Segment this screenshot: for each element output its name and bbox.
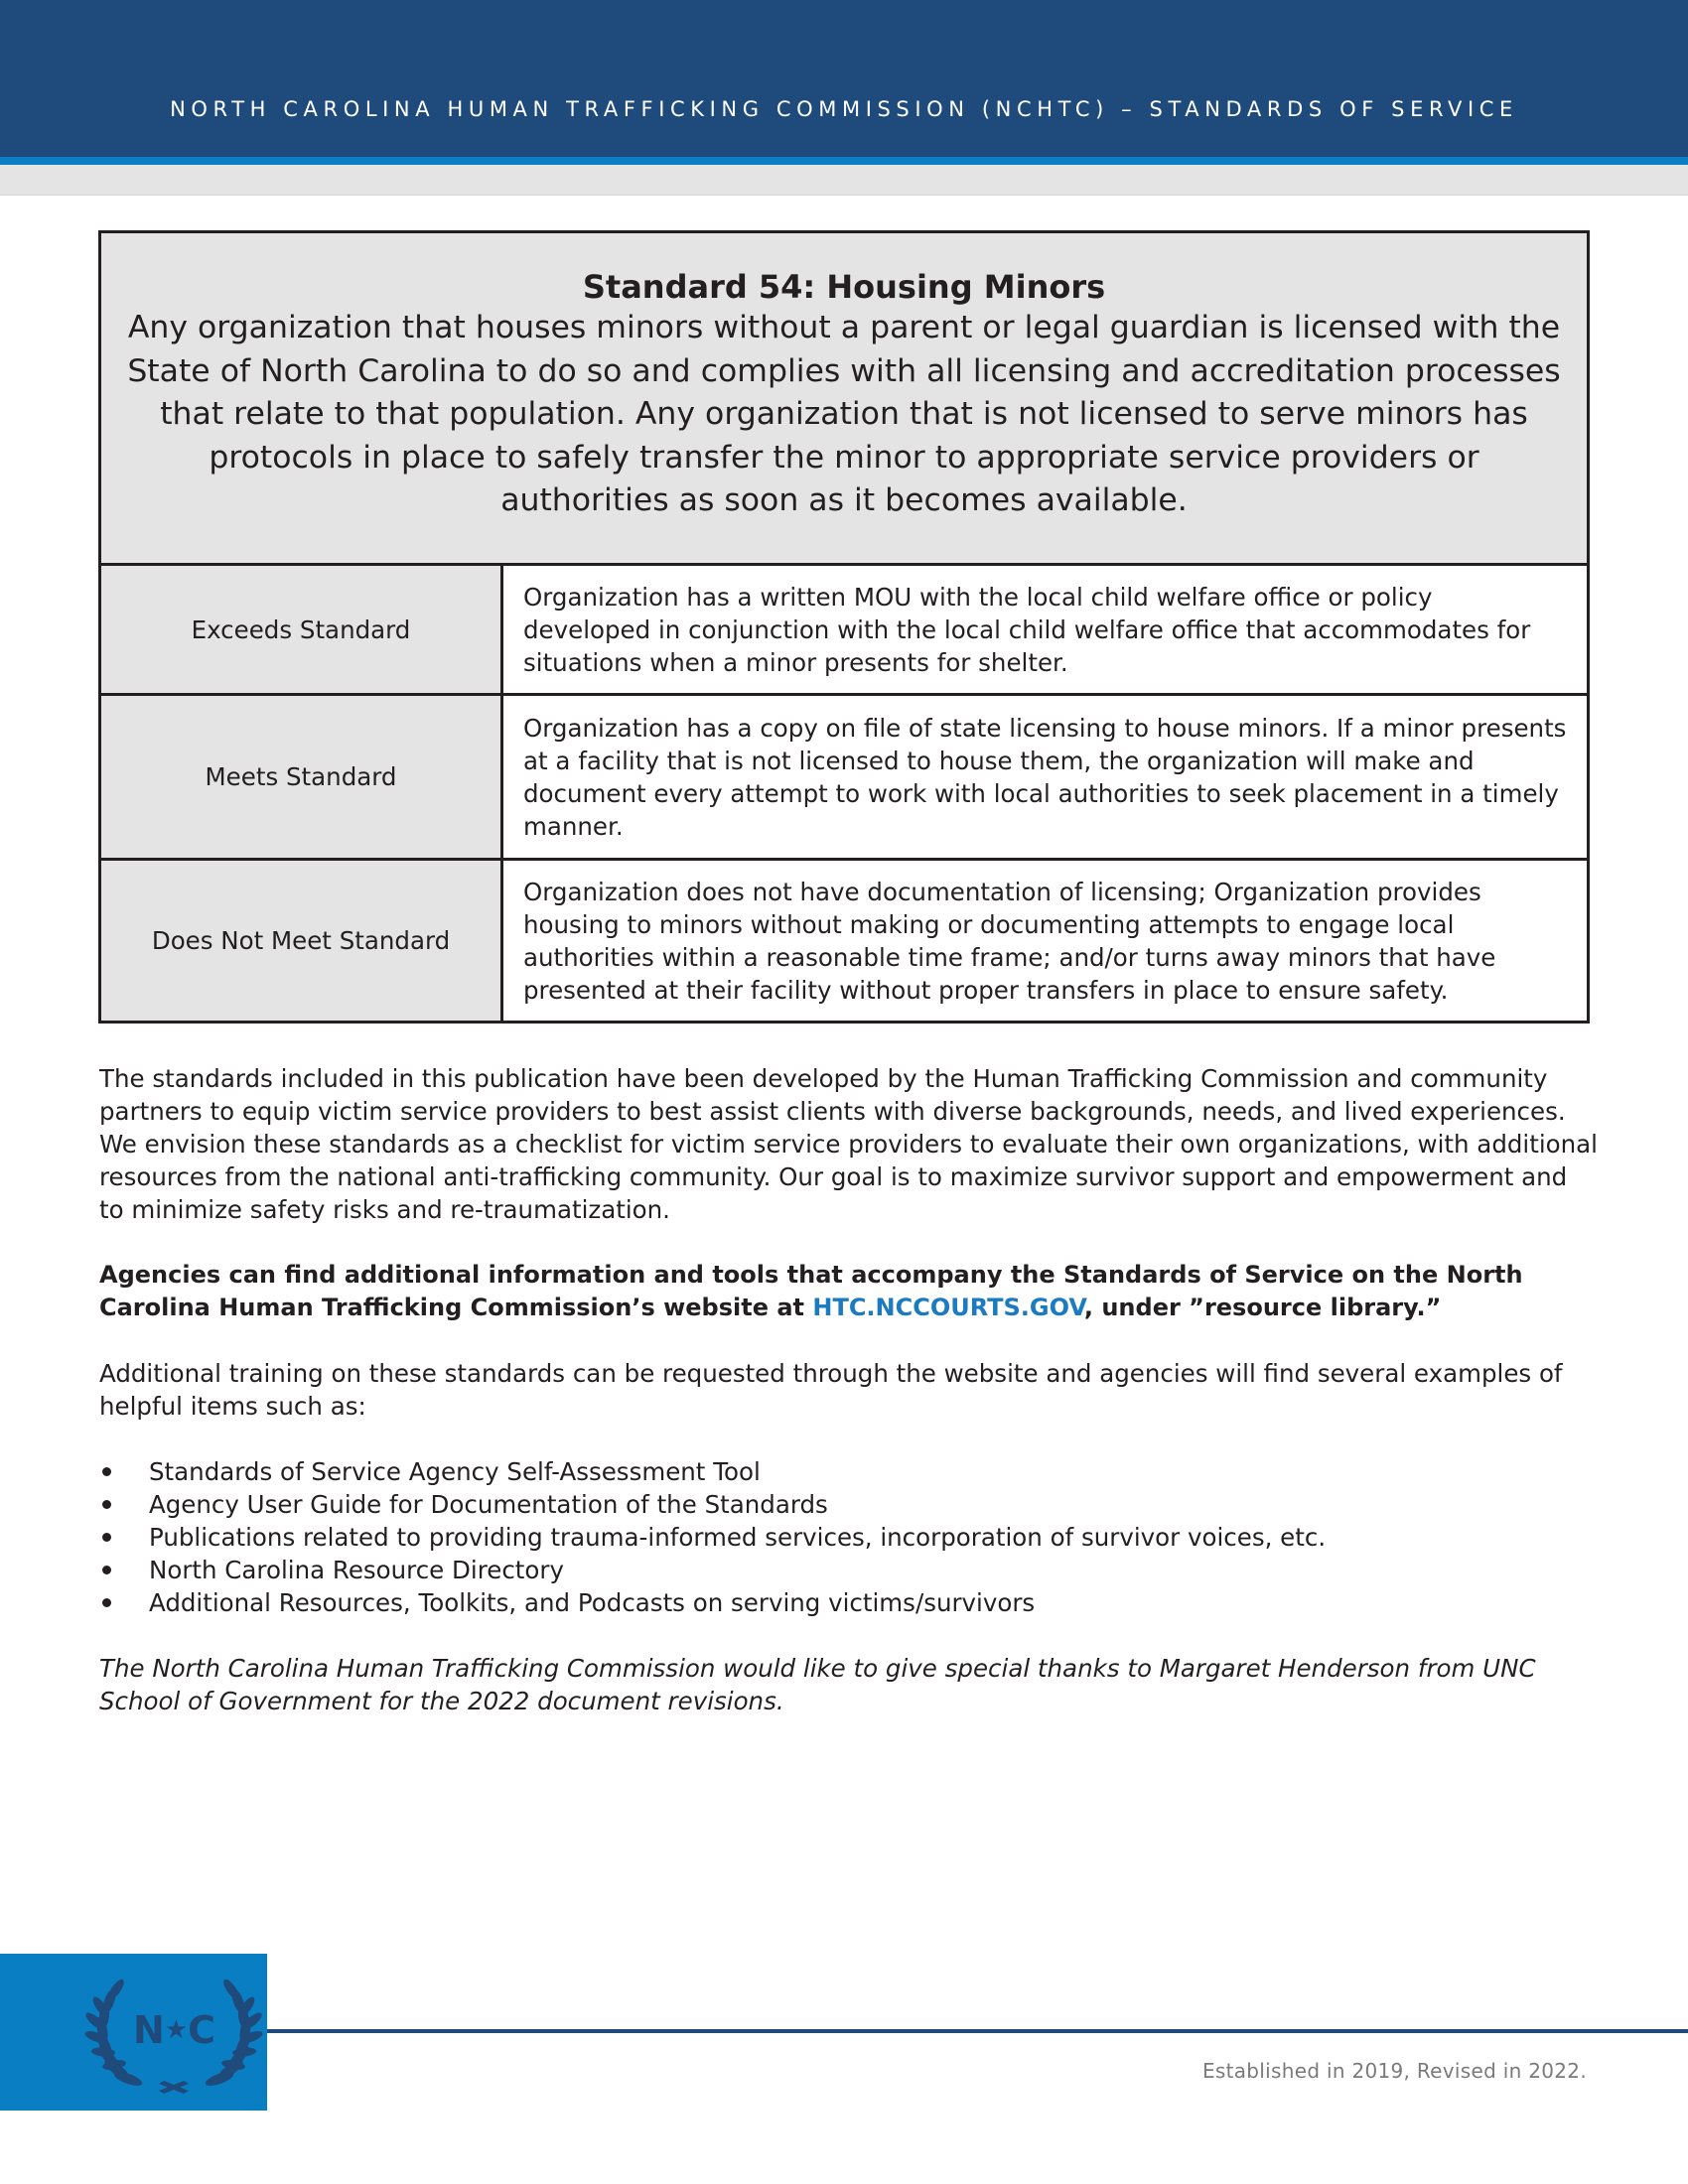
- list-item-text: Standards of Service Agency Self-Assessment Tool: [149, 1457, 761, 1486]
- standard-header: [101, 233, 1587, 563]
- rating-label-meets: Meets Standard: [101, 696, 503, 858]
- logo-monogram: [132, 2009, 215, 2051]
- agencies-text: Agencies can find additional information and tools that accompany the Standards of Service on the North Carolina Human Trafficking Commission’s website at: [99, 1261, 1523, 1321]
- table-row: [101, 693, 1587, 858]
- rating-criteria-does-not-meet: Organization does not have documentation of licensing; Organization provides housing to minors without making or documenting attempts to engage local authorities within a reasonable time frame; and/or turns away minors that have presented at their facility without proper transfers in place to ensure safety.: [503, 861, 1587, 1021]
- agencies-paragraph: [99, 1259, 1599, 1324]
- list-item-text: Publications related to providing trauma-informed services, incorporation of survivor voices, etc.: [149, 1523, 1327, 1552]
- list-item: [99, 1586, 1599, 1619]
- table-row: [101, 858, 1587, 1021]
- logo-letter-c: C: [188, 2008, 214, 2052]
- logo-letter-n: N: [132, 2008, 164, 2052]
- footer-divider: [267, 2029, 1688, 2033]
- rating-criteria-exceeds: Organization has a written MOU with the local child welfare office or policy developed in conjunction with the local child welfare office that accommodates for situations when a minor presents for shelter.: [503, 566, 1587, 693]
- star-icon: ★: [164, 2015, 188, 2045]
- intro-paragraph: The standards included in this publication have been developed by the Human Trafficking Commission and community partners to equip victim service providers to best assist clients with diverse backgrounds, needs, and lived experiences. We envision these standards as a checklist for victim service providers to evaluate their own organizations, with additional resources from the national anti-trafficking community. Our goal is to maximize survivor support and empowerment and to minimize safety risks and re-traumatization.: [99, 1064, 1598, 1224]
- nc-logo: [0, 1954, 267, 2111]
- bullet-icon: [102, 1598, 111, 1607]
- standard-table: [98, 230, 1590, 1024]
- list-item-text: North Carolina Resource Directory: [149, 1556, 564, 1584]
- website-link[interactable]: HTC.NCCOURTS.GOV: [812, 1294, 1084, 1321]
- agencies-text-end: , under ”resource library.”: [1083, 1294, 1442, 1321]
- training-paragraph: Additional training on these standards can be requested through the website and agencies will find several examples of helpful items such as:: [99, 1359, 1563, 1421]
- standard-title: Standard 54: Housing Minors: [582, 268, 1106, 306]
- rating-label-exceeds: Exceeds Standard: [101, 566, 503, 693]
- header-title: NORTH CAROLINA HUMAN TRAFFICKING COMMISSION (NCHTC) – STANDARDS OF SERVICE: [170, 97, 1518, 121]
- body-content: [99, 1062, 1599, 1750]
- rating-criteria-meets: Organization has a copy on file of state licensing to house minors. If a minor presents at a facility that is not licensed to house them, the organization will make and document every attempt to work with local authorities to seek placement in a timely manner.: [503, 696, 1587, 858]
- bullet-icon: [102, 1566, 111, 1574]
- footer-tagline: Established in 2019, Revised in 2022.: [1201, 2059, 1587, 2083]
- list-item: [99, 1455, 1599, 1488]
- resource-list: [99, 1455, 1599, 1619]
- list-item-text: Agency User Guide for Documentation of the Standards: [149, 1490, 828, 1519]
- bullet-icon: [102, 1533, 111, 1542]
- list-item: [99, 1488, 1599, 1521]
- table-row: [101, 563, 1587, 693]
- list-item: [99, 1521, 1599, 1554]
- header-accent-stripe: [0, 157, 1688, 165]
- header-gray-band: [0, 165, 1688, 196]
- page-header: [0, 0, 1688, 157]
- bullet-icon: [102, 1467, 111, 1476]
- bullet-icon: [102, 1500, 111, 1509]
- standard-description: Any organization that houses minors without a parent or legal guardian is licensed with the State of North Carolina to do so and complies with all licensing and accreditation processes that relate to that population. Any organization that is not licensed to serve minors has protocols in place to safely transfer the minor to appropriate service providers or authorities as soon as it becomes available.: [127, 310, 1561, 518]
- list-item-text: Additional Resources, Toolkits, and Podcasts on serving victims/survivors: [149, 1588, 1036, 1617]
- acknowledgement-paragraph: The North Carolina Human Trafficking Commission would like to give special thanks to Margaret Henderson from UNC School of Government for the 2022 document revisions.: [99, 1654, 1536, 1715]
- rating-label-does-not-meet: Does Not Meet Standard: [101, 861, 503, 1021]
- list-item: [99, 1554, 1599, 1586]
